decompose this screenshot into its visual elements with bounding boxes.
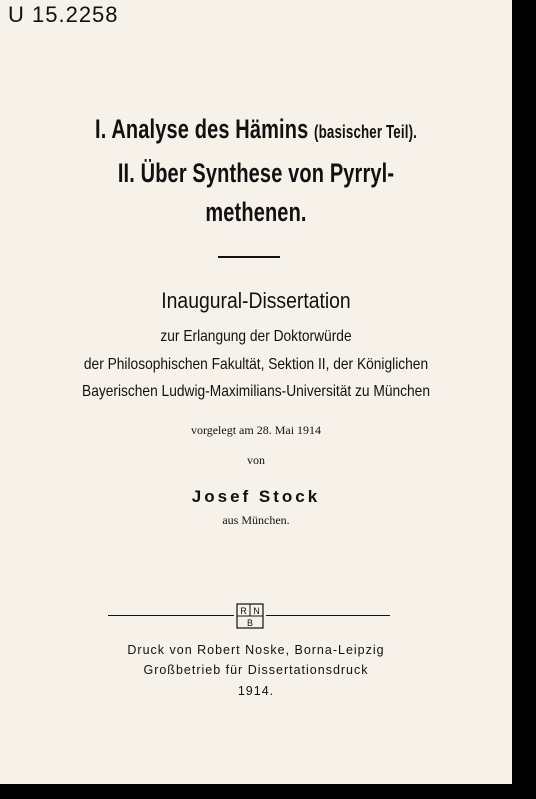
logo-letter-b: B — [246, 618, 254, 628]
dissertation-line-1: zur Erlangung der Doktorwürde — [160, 328, 352, 345]
title-line-3: methenen. — [205, 197, 307, 227]
logo-letter-r: R — [240, 606, 247, 616]
printer-rule-right — [266, 615, 390, 616]
catalog-label: U 15.2258 — [8, 2, 119, 27]
title-line-1 — [67, 114, 446, 145]
title-line-1-main: I. Analyse des Hämins — [94, 114, 309, 144]
printer-line-1: Druck von Robert Noske, Borna-Leipzig — [127, 643, 385, 657]
printer-year: 1914. — [237, 684, 275, 698]
title-divider — [218, 256, 280, 258]
by-word: von — [247, 453, 265, 467]
dissertation-line-2: der Philosophischen Fakultät, Sektion II, der Königlichen — [83, 356, 429, 373]
author-name: Josef Stock — [191, 487, 321, 506]
presentation-date: vorgelegt am 28. Mai 1914 — [190, 423, 322, 437]
printer-line-2: Großbetrieb für Dissertationsdruck — [143, 663, 369, 677]
logo-letter-n: N — [253, 606, 260, 616]
scan-edge-right — [512, 0, 536, 799]
scan-edge-bottom — [0, 784, 536, 799]
printer-rule-left — [108, 615, 234, 616]
dissertation-line-3: Bayerischen Ludwig-Maximilians-Universität zu München — [82, 383, 430, 400]
author-origin: aus München. — [222, 513, 290, 527]
title-line-1-note: (basischer Teil). — [314, 122, 418, 142]
title-line-2: II. Über Synthese von Pyrryl- — [117, 158, 395, 188]
printer-logo — [236, 603, 264, 629]
dissertation-heading: Inaugural-Dissertation — [161, 288, 351, 313]
